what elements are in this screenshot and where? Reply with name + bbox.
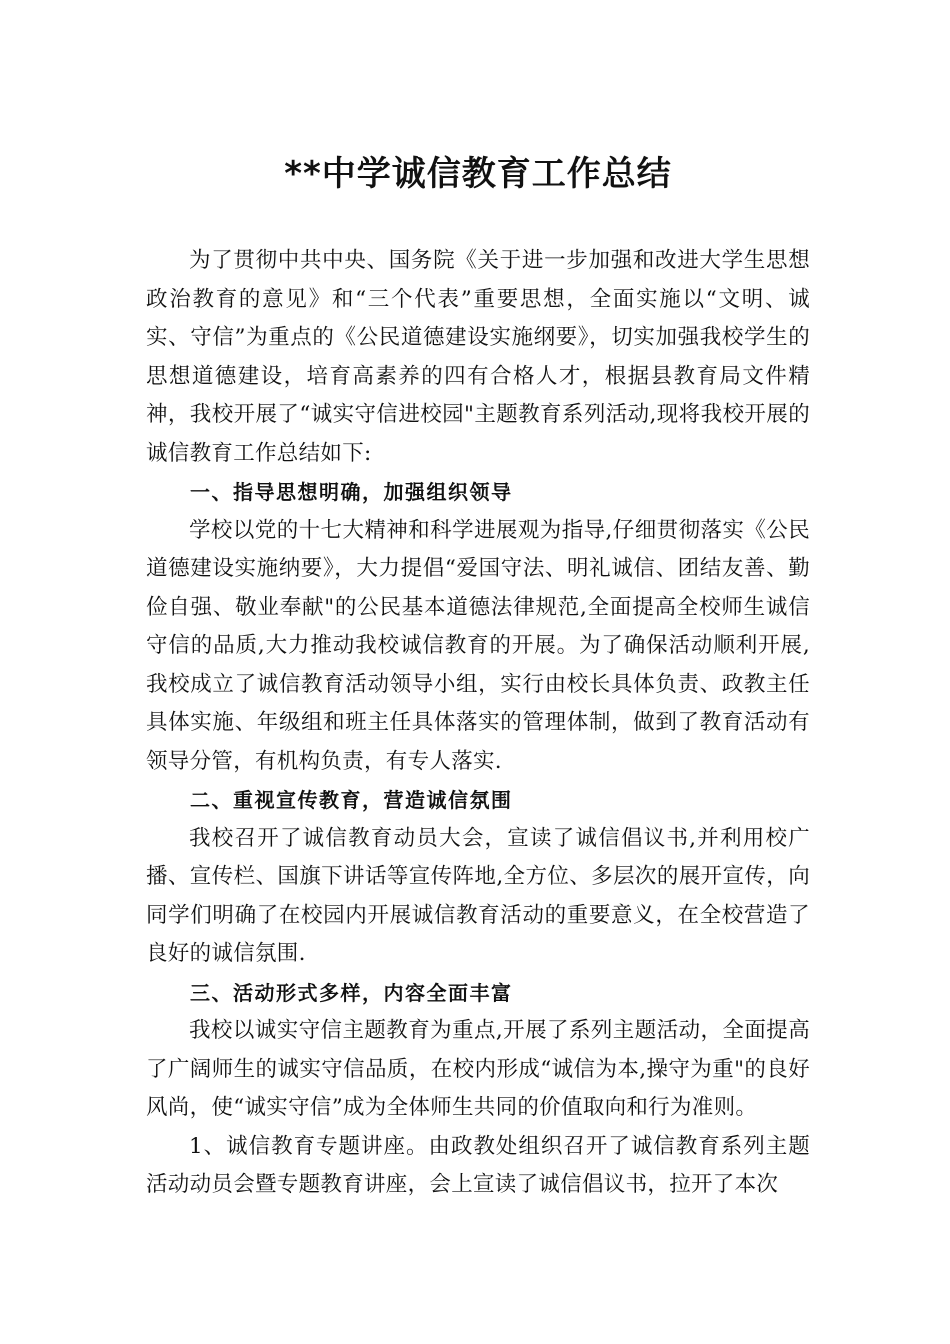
section-heading-3: 三、活动形式多样，内容全面丰富 xyxy=(190,980,513,1005)
section-3-paragraph: 我校以诚实守信主题教育为重点,开展了系列主题活动，全面提高了广阔师生的诚实守信品质，在校内形成“诚信为本,操守为重"的良好风尚，使“诚实守信”成为全体师生共同的价值取向和行为准则。 xyxy=(146,1018,810,1120)
intro-paragraph: 为了贯彻中共中央、国务院《关于进一步加强和改进大学生思想政治教育的意见》和“三个代表”重要思想，全面实施以“文明、诚实、守信”为重点的《公民道德建设实施纲要》，切实加强我校学生的思想道德建设，培育高素养的四有合格人才，根据县教育局文件精神，我校开展了“诚实守信进校园"主题教育系列活动,现将我校开展的诚信教育工作总结如下: xyxy=(146,248,810,466)
document-body xyxy=(146,242,810,1205)
section-3-item-1-paragraph: 1、诚信教育专题讲座。由政教处组织召开了诚信教育系列主题活动动员会暨专题教育讲座，会上宣读了诚信倡议书，拉开了本次 xyxy=(146,1133,810,1197)
section-1-paragraph: 学校以党的十七大精神和科学进展观为指导,仔细贯彻落实《公民道德建设实施纳要》，大力提倡“爱国守法、明礼诚信、团结友善、勤俭自强、敬业奉献"的公民基本道德法律规范,全面提高全校师生诚信守信的品质,大力推动我校诚信教育的开展。为了确保活动顺利开展,我校成立了诚信教育活动领导小组，实行由校长具体负责、政教主任具体实施、年级组和班主任具体落实的管理体制，做到了教育活动有领导分管，有机构负责，有专人落实. xyxy=(146,517,810,774)
section-2-paragraph: 我校召开了诚信教育动员大会，宣读了诚信倡议书,并利用校广播、宣传栏、国旗下讲话等宣传阵地,全方位、多层次的展开宣传，向同学们明确了在校园内开展诚信教育活动的重要意义，在全校营造了良好的诚信氛围. xyxy=(146,825,810,966)
document-title: **中学诚信教育工作总结 xyxy=(284,154,672,194)
section-heading-2: 二、重视宣传教育，营造诚信氛围 xyxy=(190,788,513,812)
section-heading-1: 一、指导思想明确，加强组织领导 xyxy=(190,480,513,504)
